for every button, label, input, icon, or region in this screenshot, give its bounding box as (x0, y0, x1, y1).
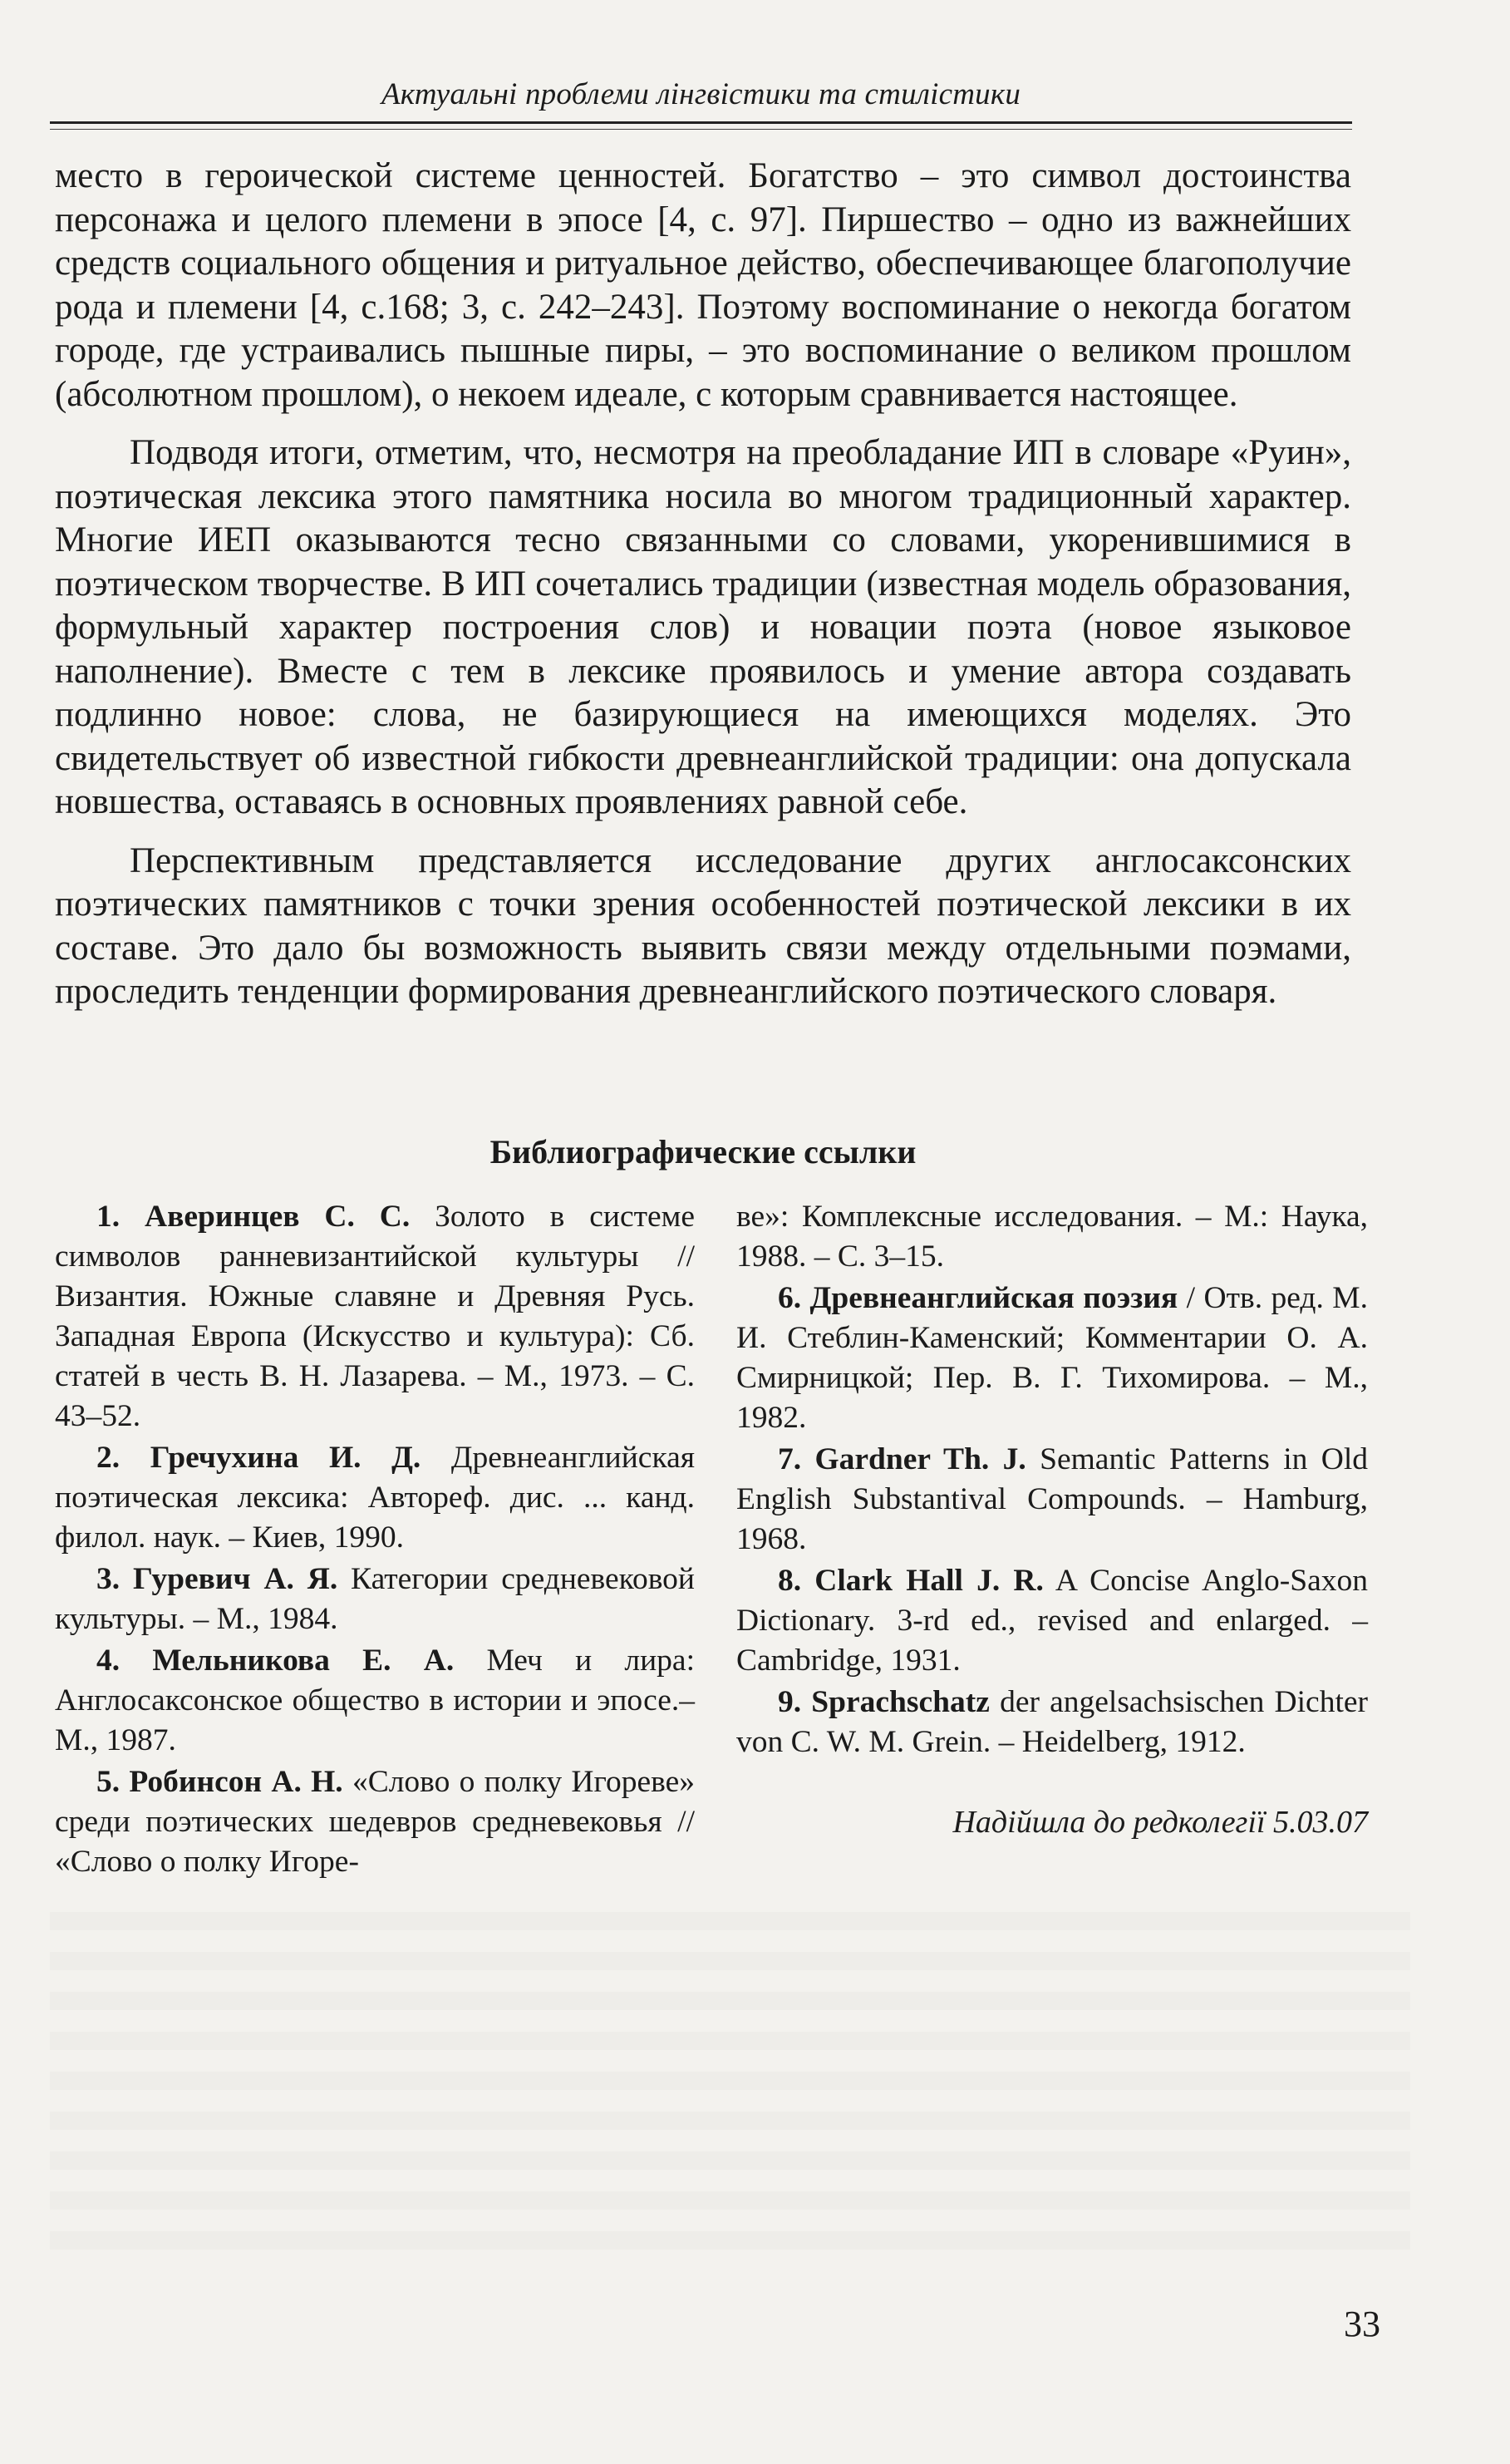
paragraph-3: Перспективным представляется исследование других англосаксонских поэтических памятников с точки зрения особенностей поэтической лексики в их составе. Это дало бы возможность выявить связи между отдельными поэмами, проследить тенденции формирования древнеанглийского поэтического словаря. (55, 840, 1351, 1011)
page-number: 33 (1344, 2304, 1380, 2344)
paragraph-1: место в героической системе ценностей. Богатство – это символ достоинства персонажа и целого племени в эпосе [4, с. 97]. Пиршество – одно из важнейших средств социального общения и ритуальное действо, обеспечивающее благополучие рода и племени [4, с.168; 3, с. 242–243]. Поэтому воспоминание о некогда богатом городе, где устраивались пышные пиры, – это воспоминание о великом прошлом (абсолютном прошлом), о некоем идеале, с которым сравнивается настоящее. (55, 156, 1351, 414)
reference-author: 5. Робинсон А. Н. (96, 1765, 343, 1799)
reference-author: 8. Clark Hall J. R. (778, 1564, 1044, 1598)
bibliography-title: Библиографические ссылки (489, 1133, 917, 1170)
reference-author: 6. Древнеанглийская поэзия (778, 1281, 1178, 1315)
article-body (55, 155, 1351, 1029)
reference-text: Semantic Patterns in Old English Substantival Compounds. – Hamburg, 1968. (736, 1442, 1368, 1556)
reference-5-continuation: ве»: Комплексные исследования. – М.: Наука, 1988. – С. 3–15. (736, 1200, 1368, 1274)
reference-1 (55, 1197, 695, 1437)
reference-text: / Отв. ред. М. И. Стеблин-Каменский; Комментарии О. А. Смирницкой; Пер. В. Г. Тихомирова. – М., 1982. (736, 1281, 1368, 1435)
reference-text: Меч и лира: Англосаксонское общество в истории и эпосе.– М., 1987. (55, 1643, 695, 1757)
reference-4 (55, 1641, 695, 1761)
reference-author: 2. Гречухина И. Д. (96, 1441, 421, 1475)
reference-2 (55, 1438, 695, 1558)
reference-7 (736, 1440, 1368, 1560)
bibliography-left-column (55, 1197, 695, 1884)
reference-text: der angelsachsischen Dichter von C. W. M. Grein. – Heidelberg, 1912. (736, 1685, 1368, 1759)
reference-author: 9. Sprachschatz (778, 1685, 990, 1719)
reference-9 (736, 1683, 1368, 1762)
reference-author: 4. Мельникова Е. А. (96, 1643, 455, 1678)
bibliography-right-column (736, 1197, 1368, 1764)
header-rule (50, 121, 1352, 124)
running-header: Актуальні проблеми лінгвістики та стилістики (381, 77, 1021, 111)
paragraph-2: Подводя итоги, отметим, что, несмотря на преобладание ИП в словаре «Руин», поэтическая лексика этого памятника носила во многом традиционный характер. Многие ИЕП оказываются тесно связанными со словами, укоренившимися в поэтическом творчестве. В ИП сочетались традиции (известная модель образования, формульный характер построения слов) и новации поэта (новое языковое наполнение). Вместе с тем в лексике проявилось и умение автора создавать подлинно новое: слова, не базирующиеся на имеющихся моделях. Это свидетельствует об известной гибкости древнеанглийской традиции: она допускала новшества, оставаясь в основных проявлениях равной себе. (55, 433, 1351, 821)
reference-text: Категории средневековой культуры. – М., 1984. (55, 1562, 695, 1636)
reference-text: Древнеанглийская поэтическая лексика: Автореф. дис. ... канд. филол. наук. – Киев, 1990. (55, 1441, 695, 1555)
reference-author: 1. Аверинцев С. С. (96, 1200, 411, 1234)
reference-5 (55, 1762, 695, 1882)
reference-text: A Concise Anglo-Saxon Dictionary. 3-rd ed., revised and enlarged. – Cambridge, 1931. (736, 1564, 1368, 1678)
header-rule-thin (50, 129, 1352, 130)
reference-3 (55, 1560, 695, 1639)
reference-8 (736, 1561, 1368, 1681)
reference-text: «Слово о полку Игореве» среди поэтических шедевров средневековья // «Слово о полку Игоре- (55, 1765, 695, 1879)
reference-6 (736, 1279, 1368, 1438)
received-note: Надійшла до редколегії 5.03.07 (952, 1805, 1368, 1840)
reference-text: Золото в системе символов ранневизантийской культуры // Византия. Южные славяне и Древняя Русь. Западная Европа (Искусство и культура): Сб. статей в честь В. Н. Лазарева. – М., 1973. – С. 43–52. (55, 1200, 695, 1433)
reference-author: 3. Гуревич А. Я. (96, 1562, 338, 1596)
reference-author: 7. Gardner Th. J. (778, 1442, 1026, 1476)
bleed-through-texture (50, 1912, 1410, 2261)
